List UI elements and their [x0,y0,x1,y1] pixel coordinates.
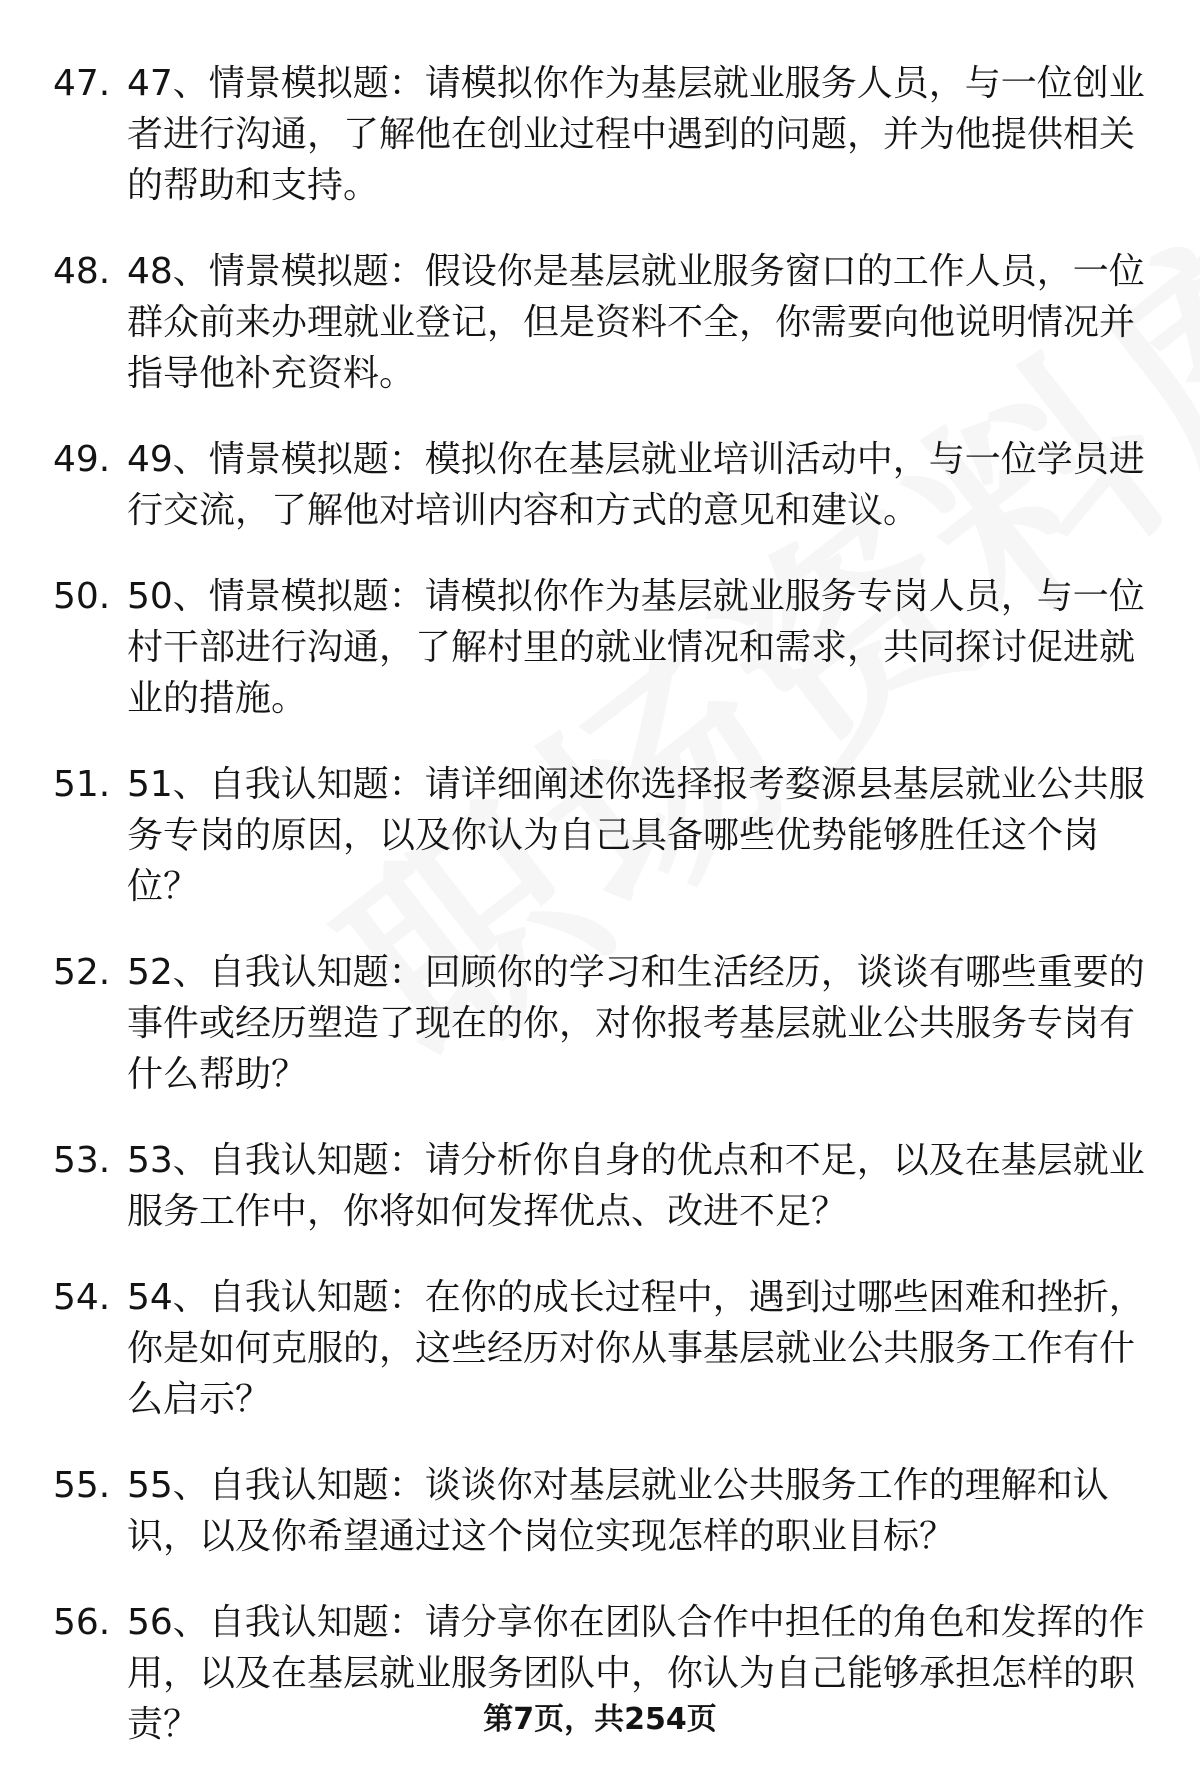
item-number: 47. [53,63,111,104]
list-item [0,1272,1200,1425]
item-number: 51. [53,764,111,805]
item-number: 56. [53,1602,111,1643]
item-text: 52、自我认知题：回顾你的学习和生活经历，谈谈有哪些重要的事件或经历塑造了现在的你，对你报考基层就业公共服务专岗有什么帮助？ [127,952,1145,1095]
item-number: 53. [53,1140,111,1181]
list-item [0,759,1200,912]
question-list [0,58,1200,1785]
list-item [0,58,1200,211]
list-item [0,571,1200,724]
item-number: 54. [53,1277,111,1318]
item-text: 50、情景模拟题：请模拟你作为基层就业服务专岗人员，与一位村干部进行沟通，了解村里的就业情况和需求，共同探讨促进就业的措施。 [127,576,1145,719]
item-text: 49、情景模拟题：模拟你在基层就业培训活动中，与一位学员进行交流，了解他对培训内容和方式的意见和建议。 [127,439,1145,531]
list-item [0,1135,1200,1237]
item-number: 48. [53,251,111,292]
list-item [0,434,1200,536]
item-text: 54、自我认知题：在你的成长过程中，遇到过哪些困难和挫折，你是如何克服的，这些经历对你从事基层就业公共服务工作有什么启示？ [127,1277,1145,1420]
item-number: 55. [53,1465,111,1506]
page-footer: 第7页，共254页 [483,1702,717,1737]
item-text: 55、自我认知题：谈谈你对基层就业公共服务工作的理解和认识，以及你希望通过这个岗位实现怎样的职业目标？ [127,1465,1109,1557]
item-text: 56、自我认知题：请分享你在团队合作中担任的角色和发挥的作用，以及在基层就业服务团队中，你认为自己能够承担怎样的职责？ [127,1602,1145,1745]
item-number: 50. [53,576,111,617]
item-text: 51、自我认知题：请详细阐述你选择报考婺源县基层就业公共服务专岗的原因，以及你认为自己具备哪些优势能够胜任这个岗位？ [127,764,1145,907]
item-number: 52. [53,952,111,993]
item-text: 53、自我认知题：请分析你自身的优点和不足，以及在基层就业服务工作中，你将如何发挥优点、改进不足？ [127,1140,1145,1232]
list-item [0,246,1200,399]
list-item [0,1460,1200,1562]
list-item [0,947,1200,1100]
item-text: 47、情景模拟题：请模拟你作为基层就业服务人员，与一位创业者进行沟通，了解他在创业过程中遇到的问题，并为他提供相关的帮助和支持。 [127,63,1145,206]
item-text: 48、情景模拟题：假设你是基层就业服务窗口的工作人员，一位群众前来办理就业登记，但是资料不全，你需要向他说明情况并指导他补充资料。 [127,251,1145,394]
item-number: 49. [53,439,111,480]
